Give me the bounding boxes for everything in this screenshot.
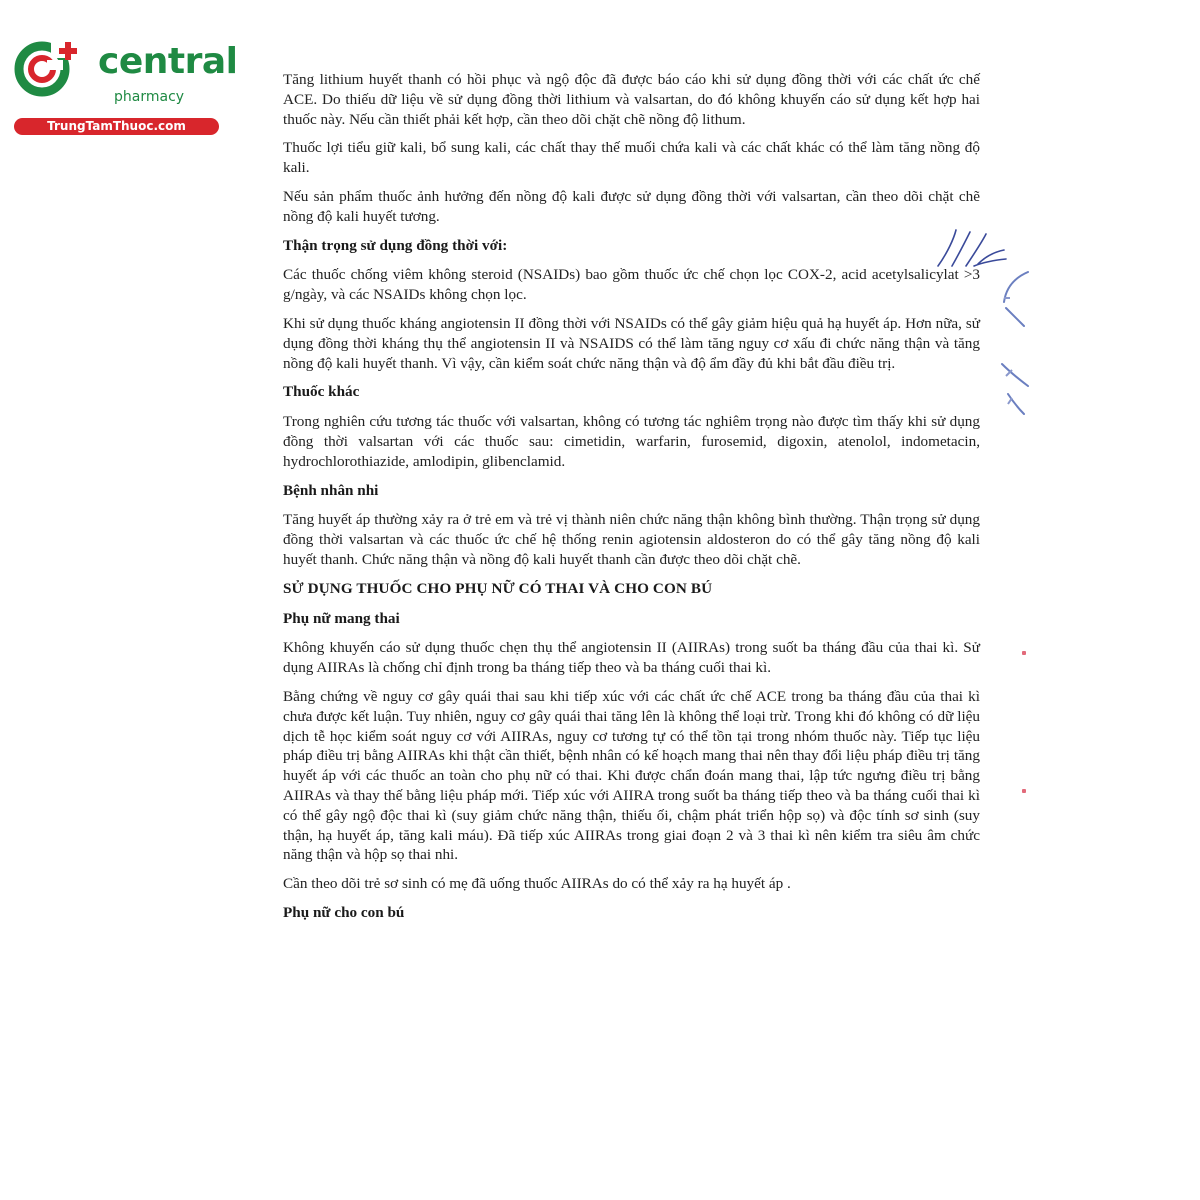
paragraph-newborn-monitoring: Cần theo dõi trẻ sơ sinh có mẹ đã uống thuốc AIIRAs do có thể xảy ra hạ huyết áp . — [283, 875, 791, 893]
heading-pregnant-women: Phụ nữ mang thai — [283, 609, 400, 627]
document-body — [283, 70, 980, 933]
paragraph-teratogenic-risk: Bằng chứng về nguy cơ gây quái thai sau khi tiếp xúc với các chất ức chế ACE trong ba tháng đầu của thai kì chưa được kết luận. Tuy nhiên, nguy cơ gây quái thai tăng lên là không thể loại trừ. Trong khi đó không có dữ liệu dịch tễ học kiểm soát nguy cơ với AIIRAs, nguy cơ tương tự có thể tồn tại trong nhóm thuốc này. Tiếp tục liệu pháp điều trị bằng AIIRAs khi thật cần thiết, bệnh nhân có kế hoạch mang thai nên thay đổi liệu pháp điều trị tăng huyết áp với các thuốc an toàn cho phụ nữ có thai. Khi được chẩn đoán mang thai, lập tức ngưng điều trị bằng AIIRAs và thay thế bằng liệu pháp mới. Tiếp xúc với AIIRA trong suốt ba tháng tiếp theo và ba tháng cuối thai kì có thể gây ngộ độc thai kì (suy giảm chức năng thận, thiếu ối, chậm phát triển hộp sọ) và độc tính sơ sinh (suy thận, hạ huyết áp, tăng kali máu). Đã tiếp xúc AIIRAs trong giai đoạn 2 và 3 thai kì nên kiểm tra siêu âm chức năng thận và hộp sọ thai nhi. — [283, 687, 980, 864]
heading-pregnancy-lactation: SỬ DỤNG THUỐC CHO PHỤ NỮ CÓ THAI VÀ CHO CON BÚ — [283, 579, 713, 597]
heading-breastfeeding: Phụ nữ cho con bú — [283, 903, 405, 921]
paragraph-potassium-monitoring: Nếu sản phẩm thuốc ảnh hưởng đến nồng độ kali được sử dụng đồng thời với valsartan, cần theo dõi chặt chẽ nồng độ kali huyết tương. — [283, 187, 980, 225]
margin-mark-upper — [1022, 651, 1026, 655]
paragraph-potassium-diuretics: Thuốc lợi tiểu giữ kali, bổ sung kali, các chất thay thế muối chứa kali và các chất khác có thể làm tăng nồng độ kali. — [283, 139, 980, 177]
brand-site-link[interactable]: TrungTamThuoc.com — [14, 118, 219, 135]
heading-pediatric: Bệnh nhân nhi — [283, 481, 379, 499]
paragraph-nsaids-effects: Khi sử dụng thuốc kháng angiotensin II đồng thời với NSAIDs có thể gây giảm hiệu quả hạ huyết áp. Hơn nữa, sử dụng đồng thời kháng thụ thể angiotensin II và NSAIDS có thể làm tăng nguy cơ xấu đi chức năng thận và tăng nồng độ kali huyết thanh. Vì vậy, cần kiểm soát chức năng thận và độ ẩm đầy đủ khi bắt đầu điều trị. — [283, 314, 980, 372]
brand-logo[interactable] — [10, 36, 238, 138]
brand-subtitle: pharmacy — [114, 89, 185, 105]
central-pharmacy-logo-icon — [10, 36, 88, 100]
heading-caution: Thận trọng sử dụng đồng thời với: — [283, 236, 508, 254]
paragraph-lithium: Tăng lithium huyết thanh có hồi phục và ngộ độc đã được báo cáo khi sử dụng đồng thời với các chất ức chế ACE. Do thiếu dữ liệu về sử dụng đồng thời lithium và valsartan, do đó không khuyến cáo sử dụng kết hợp hai thuốc này. Nếu cần thiết phải kết hợp, cần theo dõi chặt chẽ nồng độ lithum. — [283, 71, 980, 128]
margin-mark-lower — [1022, 789, 1026, 793]
paragraph-nsaids: Các thuốc chống viêm không steroid (NSAIDs) bao gồm thuốc ức chế chọn lọc COX-2, acid acetylsalicylat >3 g/ngày, và các NSAIDs không chọn lọc. — [283, 266, 980, 304]
signature-mark — [934, 226, 1008, 270]
paragraph-aiiras: Không khuyến cáo sử dụng thuốc chẹn thụ thể angiotensin II (AIIRAs) trong suốt ba tháng đầu của thai kì. Sử dụng AIIRAs là chống chỉ định trong ba tháng tiếp theo và ba tháng cuối thai kì. — [283, 639, 980, 677]
brand-name: central — [98, 41, 238, 82]
stamp-fragment — [994, 268, 1030, 428]
heading-other-drugs: Thuốc khác — [283, 383, 360, 401]
paragraph-interactions: Trong nghiên cứu tương tác thuốc với valsartan, không có tương tác nghiêm trọng nào được tìm thấy khi sử dụng đồng thời valsartan với các thuốc sau: cimetidin, warfarin, furosemid, digoxin, atenolol, indometacin, hydrochlorothiazide, amlodipin, glibenclamid. — [283, 413, 980, 470]
paragraph-pediatric: Tăng huyết áp thường xảy ra ở trẻ em và trẻ vị thành niên chức năng thận không bình thường. Thận trọng sử dụng đồng thời valsartan và các thuốc ức chế hệ thống renin agiotensin aldosteron do có thể gây tăng nồng độ kali huyết thanh. Chức năng thận và nồng độ kali huyết thanh cần được theo dõi chặt chẽ. — [283, 511, 980, 568]
